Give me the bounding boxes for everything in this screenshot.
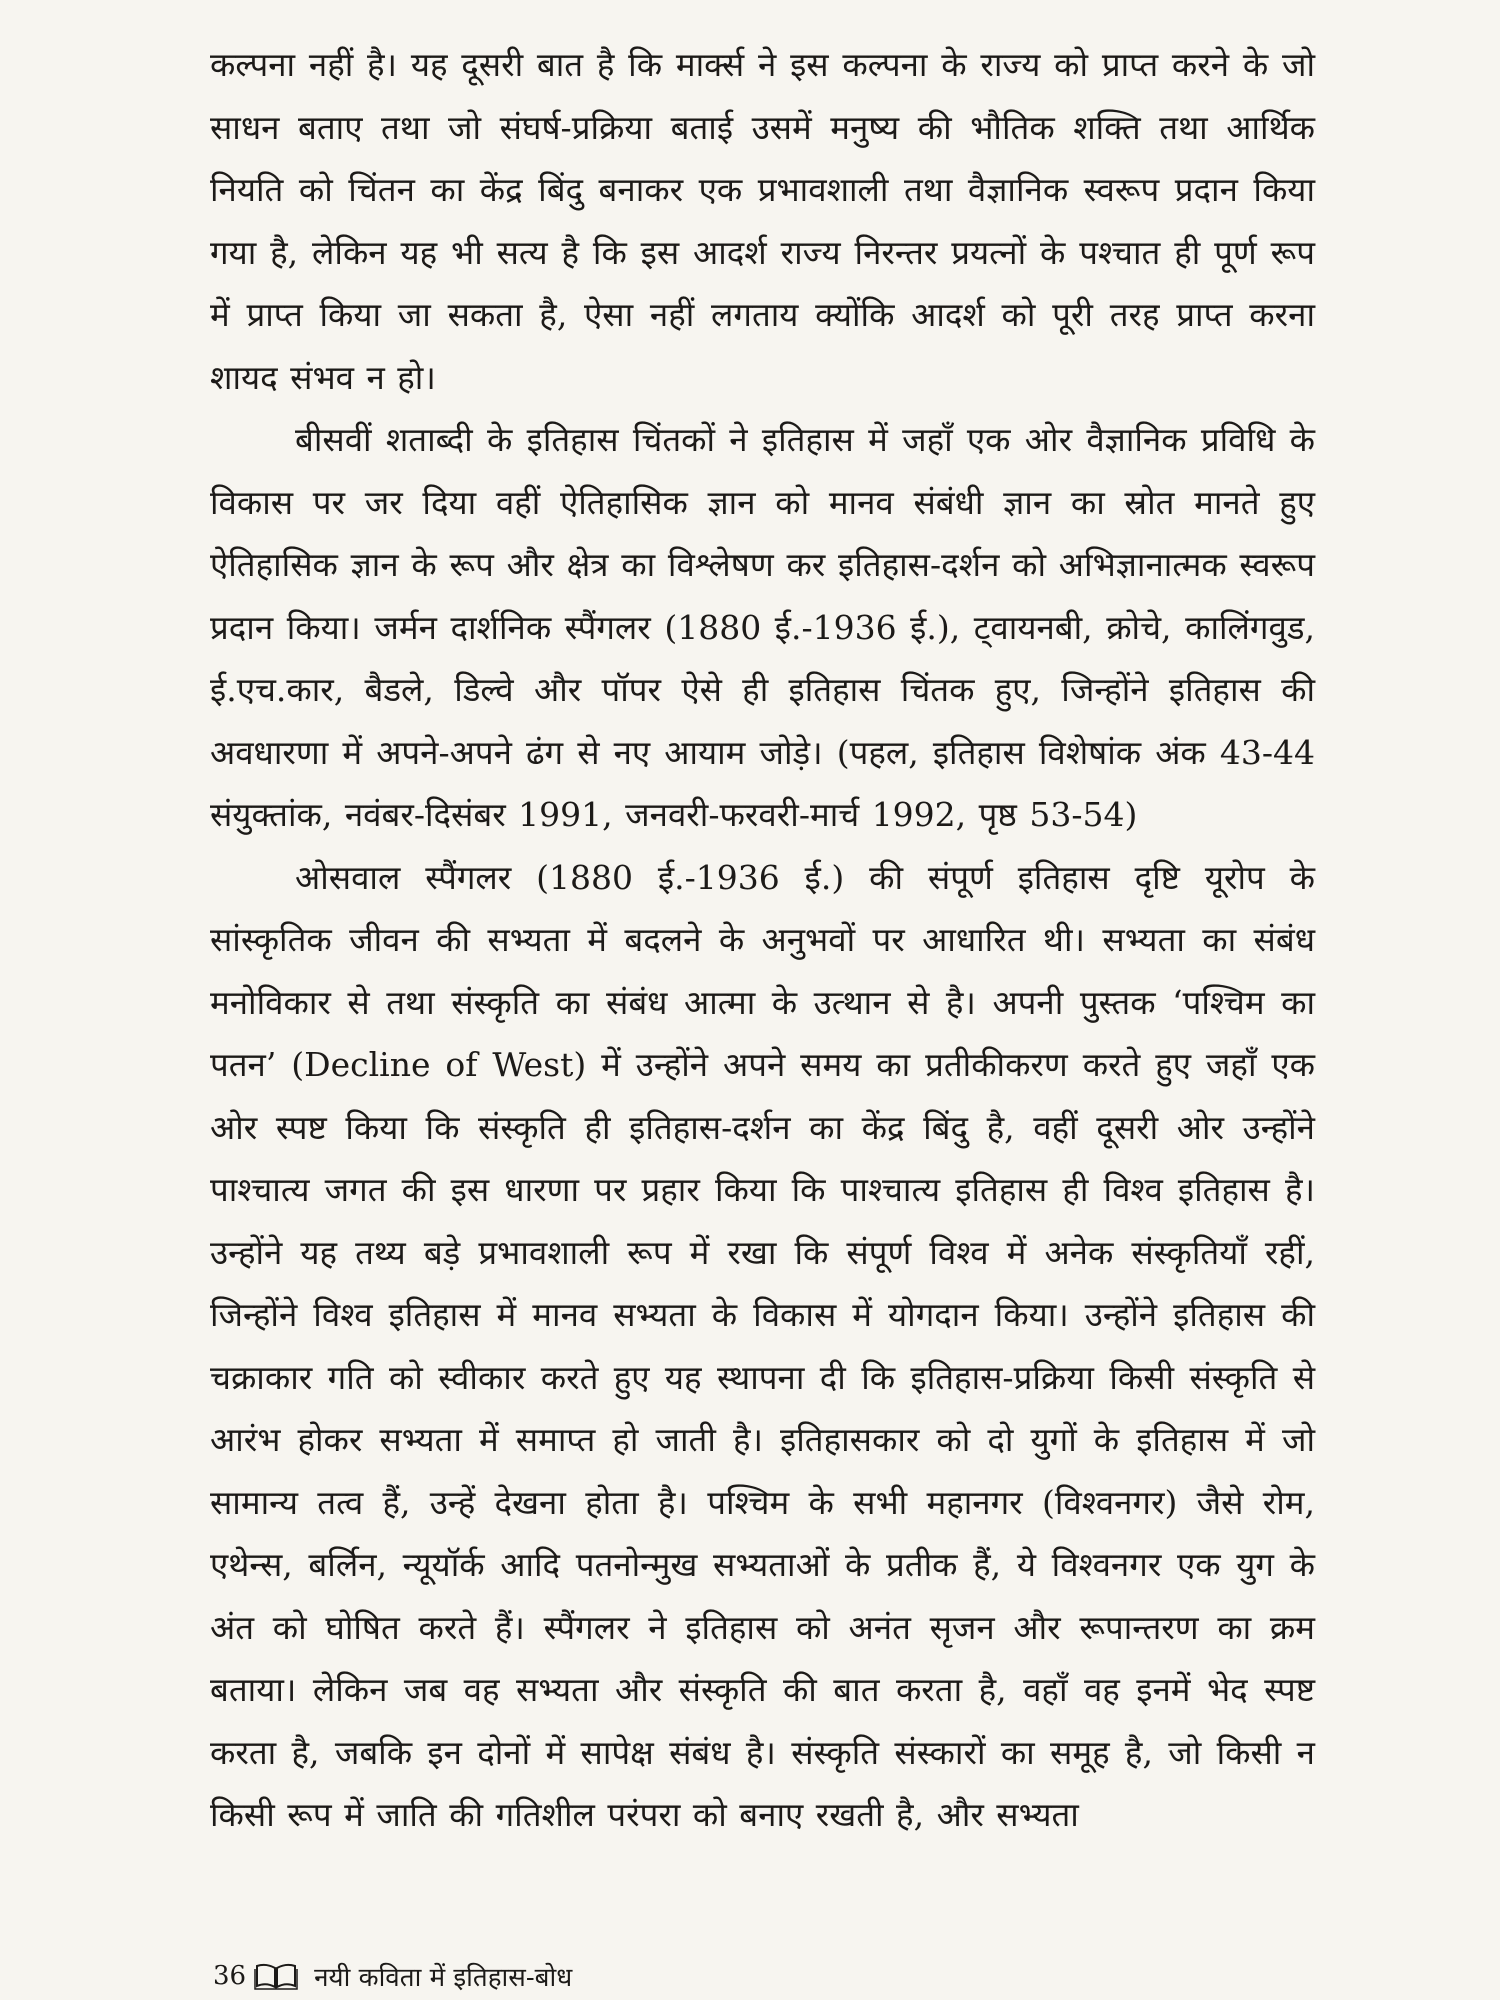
paragraph-3: ओसवाल स्पैंगलर (1880 ई.-1936 ई.) की संपूर्ण इतिहास दृष्टि यूरोप के सांस्कृतिक जीवन की सभ्यता में बदलने के अनुभवों पर आधारित थी। सभ्यता का संबंध मनोविकार से तथा संस्कृति का संबंध आत्मा के उत्थान से है। अपनी पुस्तक ‘पश्चिम का पतन’ (Decline of West) में उन्होंने अपने समय का प्रतीकीकरण करते हुए जहाँ एक ओर स्पष्ट किया कि संस्कृति ही इतिहास-दर्शन का केंद्र बिंदु है, वहीं दूसरी ओर उन्होंने पाश्चात्य जगत की इस धारणा पर प्रहार किया कि पाश्चात्य इतिहास ही विश्व इतिहास है। उन्होंने यह तथ्य बड़े प्रभावशाली रूप में रखा कि संपूर्ण विश्व में अनेक संस्कृतियाँ रहीं, जिन्होंने विश्व इतिहास में मानव सभ्यता के विकास में योगदान किया। उन्होंने इतिहास की चक्राकार गति को स्वीकार करते हुए यह स्थापना दी कि इतिहास-प्रक्रिया किसी संस्कृति से आरंभ होकर सभ्यता में समाप्त हो जाती है। इतिहासकार को दो युगों के इतिहास में जो सामान्य तत्व हैं, उन्हें देखना होता है। पश्चिम के सभी महानगर (विश्वनगर) जैसे रोम, एथेन्स, बर्लिन, न्यूयॉर्क आदि पतनोन्मुख सभ्यताओं के प्रतीक हैं, ये विश्वनगर एक युग के अंत को घोषित करते हैं। स्पैंगलर ने इतिहास को अनंत सृजन और रूपान्तरण का क्रम बताया। लेकिन जब वह सभ्यता और संस्कृति की बात करता है, वहाँ वह इनमें भेद स्पष्ट करता है, जबकि इन दोनों में सापेक्ष संबंध है। संस्कृति संस्कारों का समूह है, जो किसी न किसी रूप में जाति की गतिशील परंपरा को बनाए रखती है, और सभ्यता	[210, 857, 1315, 1834]
page-footer	[213, 1958, 572, 1994]
paragraph-2: बीसवीं शताब्दी के इतिहास चिंतकों ने इतिहास में जहाँ एक ओर वैज्ञानिक प्रविधि के विकास पर जर दिया वहीं ऐतिहासिक ज्ञान को मानव संबंधी ज्ञान का स्रोत मानते हुए ऐतिहासिक ज्ञान के रूप और क्षेत्र का विश्लेषण कर इतिहास-दर्शन को अभिज्ञानात्मक स्वरूप प्रदान किया। जर्मन दार्शनिक स्पैंगलर (1880 ई.-1936 ई.), ट्वायनबी, क्रोचे, कालिंगवुड, ई.एच.कार, बैडले, डिल्वे और पॉपर ऐसे ही इतिहास चिंतक हुए, जिन्होंने इतिहास की अवधारणा में अपने-अपने ढंग से नए आयाम जोड़े। (पहल, इतिहास विशेषांक अंक 43-44 संयुक्तांक, नवंबर-दिसंबर 1991, जनवरी-फरवरी-मार्च 1992, पृष्ठ 53-54)	[210, 420, 1315, 834]
paragraph-1: कल्पना नहीं है। यह दूसरी बात है कि मार्क्स ने इस कल्पना के राज्य को प्राप्त करने के जो साधन बताए तथा जो संघर्ष-प्रक्रिया बताई उसमें मनुष्य की भौतिक शक्ति तथा आर्थिक नियति को चिंतन का केंद्र बिंदु बनाकर एक प्रभावशाली तथा वैज्ञानिक स्वरूप प्रदान किया गया है, लेकिन यह भी सत्य है कि इस आदर्श राज्य निरन्तर प्रयत्नों के पश्चात ही पूर्ण रूप में प्राप्त किया जा सकता है, ऐसा नहीं लगताय क्योंकि आदर्श को पूरी तरह प्राप्त करना शायद संभव न हो।	[210, 45, 1315, 397]
book-title: नयी कविता में इतिहास-बोध	[314, 1963, 573, 1993]
page-number: 36	[213, 1961, 247, 1991]
page-body	[210, 34, 1315, 1847]
open-book-icon	[254, 1962, 298, 1990]
